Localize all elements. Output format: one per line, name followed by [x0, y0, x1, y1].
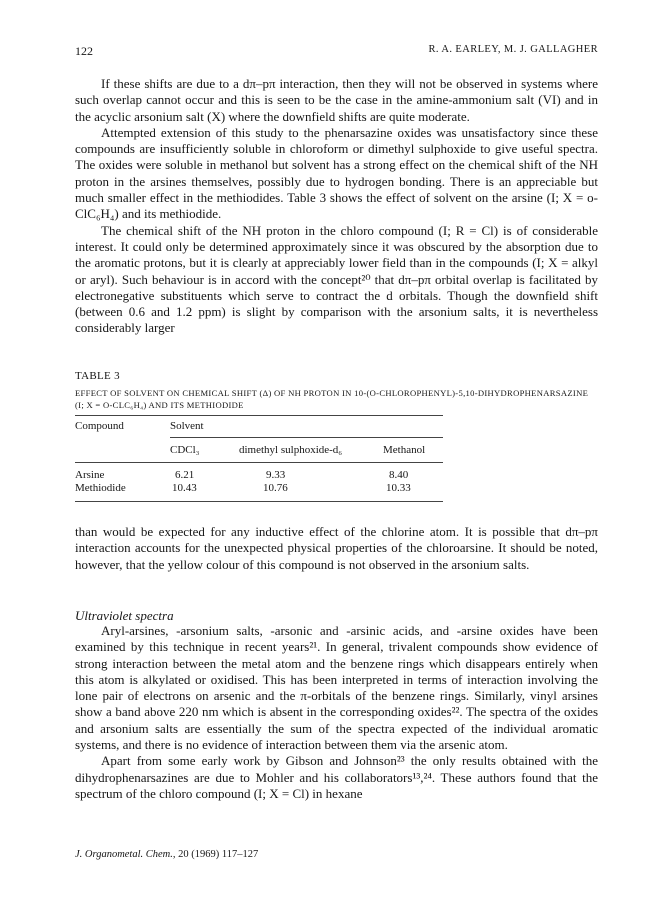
- table-cell-value: 10.33: [386, 482, 411, 494]
- table-header-solvent: Solvent: [170, 420, 204, 432]
- body-text-top: [75, 76, 598, 337]
- table-header-compound: Compound: [75, 420, 124, 432]
- running-header: [75, 44, 598, 59]
- table-cell-value: 6.21: [175, 469, 195, 481]
- paragraph: Apart from some early work by Gibson and Johnson²³ the only results obtained with the dihydrophenarsazines are due to Mohler and his collaborators¹³,²⁴. These authors found that the spectrum of the chloro compound (I; X = Cl) in hexane: [75, 753, 598, 801]
- paragraph: If these shifts are due to a dπ–pπ interaction, then they will not be observed in systems where such overlap cannot occur and this is seen to be the case in the amine-ammonium salt (VI) and in the acyclic arsonium salt (X) where the downfield shifts are quite moderate.: [75, 76, 598, 124]
- table-header-solvent-2: dimethyl sulphoxide-d₆: [239, 444, 343, 456]
- paragraph: Aryl-arsines, -arsonium salts, -arsonic and -arsinic acids, and -arsine oxides have been examined by this technique in recent years²¹. In general, trivalent compounds show evidence of strong interaction between the metal atom and the benzene rings which disappears entirely when this atom is alkylated or oxidised. This has been interpreted in terms of interaction involving the lone pair of electrons on arsenic and the π-orbitals of the benzene rings. Similarly, vinyl arsines show a band above 220 nm which is absent in the corresponding oxides²². The spectra of the oxides and arsonium salts are essentially the sum of the spectra expected of the individual aromatic systems, and there is no evidence of interaction between them via the arsenic atom.: [75, 623, 598, 753]
- paragraph: The chemical shift of the NH proton in the chloro compound (I; R = Cl) is of considerable interest. It could only be determined approximately since it was obscured by the absorption due to the aromatic protons, but it is clearly at appreciably lower field than in the compounds (I; X = alkyl or aryl). Such behaviour is in accord with the concept²⁰ that dπ–pπ orbital overlap is facilitated by electronegative substituents which serve to contract the d orbitals. Though the downfield shift (between 0.6 and 1.2 ppm) is slight by comparison with the arsonium salts, it is nevertheless considerably larger: [75, 222, 598, 336]
- paragraph: than would be expected for any inductive effect of the chlorine atom. It is possible that dπ–pπ interaction accounts for the unexpected physical properties of the chloroarsine. It should be noted, however, that the yellow colour of this compound is not observed in the arsonium salts.: [75, 524, 598, 572]
- body-text-bottom: [75, 623, 598, 802]
- table-cell-compound: Methiodide: [75, 482, 126, 494]
- table-label: TABLE 3: [75, 370, 120, 382]
- table-caption: EFFECT OF SOLVENT ON CHEMICAL SHIFT (Δ) OF NH PROTON IN 10-(O-CHLOROPHENYL)-5,10-DIHYDROPHENARSAZINE (I; X = O-CLC₆H₄) AND ITS METHIODIDE: [75, 388, 589, 410]
- section-heading: Ultraviolet spectra: [75, 608, 174, 623]
- table-cell-value: 9.33: [266, 469, 286, 481]
- table-bottom-rule: [75, 501, 443, 502]
- table-top-rule: [75, 415, 443, 416]
- paragraph: Attempted extension of this study to the phenarsazine oxides was unsatisfactory since these compounds are insufficiently soluble in chloroform or dimethyl sulphoxide to give useful spectra. The oxides were soluble in methanol but solvent has a strong effect on the chemical shift of the NH proton in the arsines themselves, possibly due to hydrogen bonding. There is an appreciable but much smaller effect in the methiodides. Table 3 shows the effect of solvent on the arsine (I; X = o-ClC₆H₄) and its methiodide.: [75, 124, 598, 222]
- page-number: 122: [75, 44, 93, 58]
- running-head-authors: R. A. EARLEY, M. J. GALLAGHER: [428, 44, 598, 55]
- table-cell-compound: Arsine: [75, 469, 105, 481]
- table-header-solvent-1: CDCl₃: [170, 444, 200, 456]
- table-solvent-rule: [170, 437, 443, 438]
- journal-citation: 20 (1969) 117–127: [178, 849, 259, 860]
- table-header-rule: [75, 462, 443, 463]
- table-cell-value: 8.40: [389, 469, 409, 481]
- journal-footer: [75, 849, 258, 860]
- table-cell-value: 10.43: [172, 482, 197, 494]
- table-cell-value: 10.76: [263, 482, 288, 494]
- journal-name: J. Organometal. Chem.,: [75, 849, 176, 860]
- table-header-solvent-3: Methanol: [383, 444, 426, 456]
- body-text-middle: [75, 524, 598, 573]
